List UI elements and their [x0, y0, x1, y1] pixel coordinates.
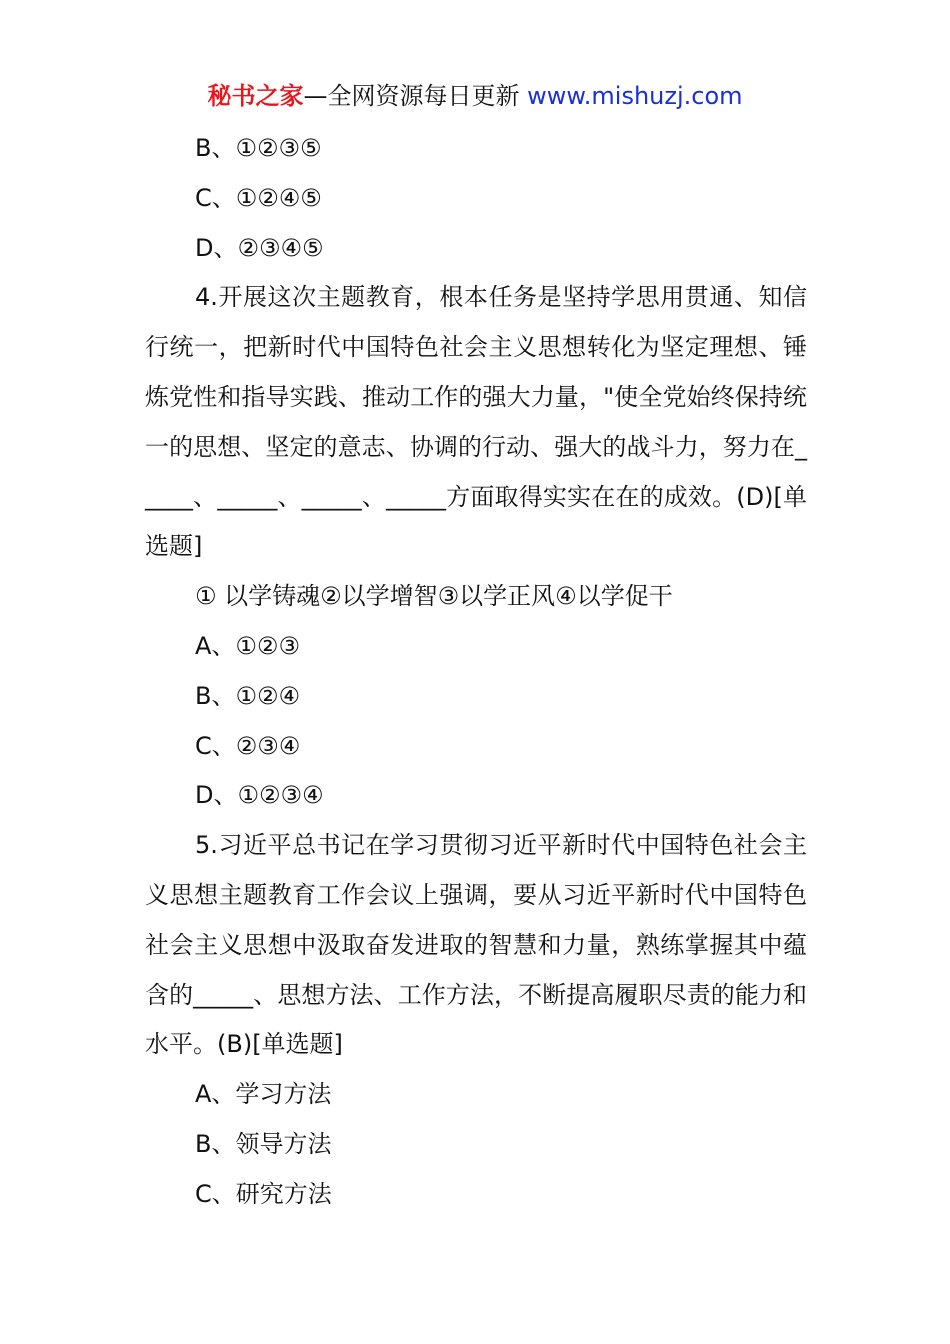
q5-option-b: B、领导方法 — [195, 1129, 332, 1158]
q3-option-c: C、①②④⑤ — [195, 183, 322, 212]
q4-option-c: C、②③④ — [195, 731, 301, 760]
q3-option-d: D、②③④⑤ — [195, 233, 324, 262]
page-header — [0, 80, 950, 112]
q4-option-a: A、①②③ — [195, 631, 300, 660]
q4-option-b: B、①②④ — [195, 681, 301, 710]
q5-option-c: C、研究方法 — [195, 1179, 332, 1208]
question-5-stem: 5.习近平总书记在学习贯彻习近平新时代中国特色社会主义思想主题教育工作会议上强调，要从习近平新时代中国特色社会主义思想中汲取奋发进取的智慧和力量，熟练掌握其中蕴含的_____、思想方法、工作方法，不断提高履职尽责的能力和水平。(B)[单选题] — [145, 831, 807, 1059]
q4-option-d: D、①②③④ — [195, 781, 324, 810]
question-4-items: ① 以学铸魂②以学增智③以学正风④以学促干 — [195, 582, 673, 611]
header-url[interactable]: www.mishuzj.com — [527, 82, 743, 110]
q5-option-a: A、学习方法 — [195, 1080, 332, 1109]
brand-name: 秘书之家 — [207, 82, 304, 110]
header-tagline: —全网资源每日更新 — [303, 82, 528, 110]
question-4-stem: 4.开展这次主题教育，根本任务是坚持学思用贯通、知信行统一，把新时代中国特色社会主义思想转化为坚定理想、锤炼党性和指导实践、推动工作的强大力量，"使全党始终保持统一的思想、坚定的意志、协调的行动、强大的战斗力，努力在_____、_____、_____、_____方面取得实实在在的成效。(D)[单选题] — [145, 283, 807, 561]
document-body — [145, 124, 807, 1220]
q3-option-b: B、①②③⑤ — [195, 134, 322, 162]
